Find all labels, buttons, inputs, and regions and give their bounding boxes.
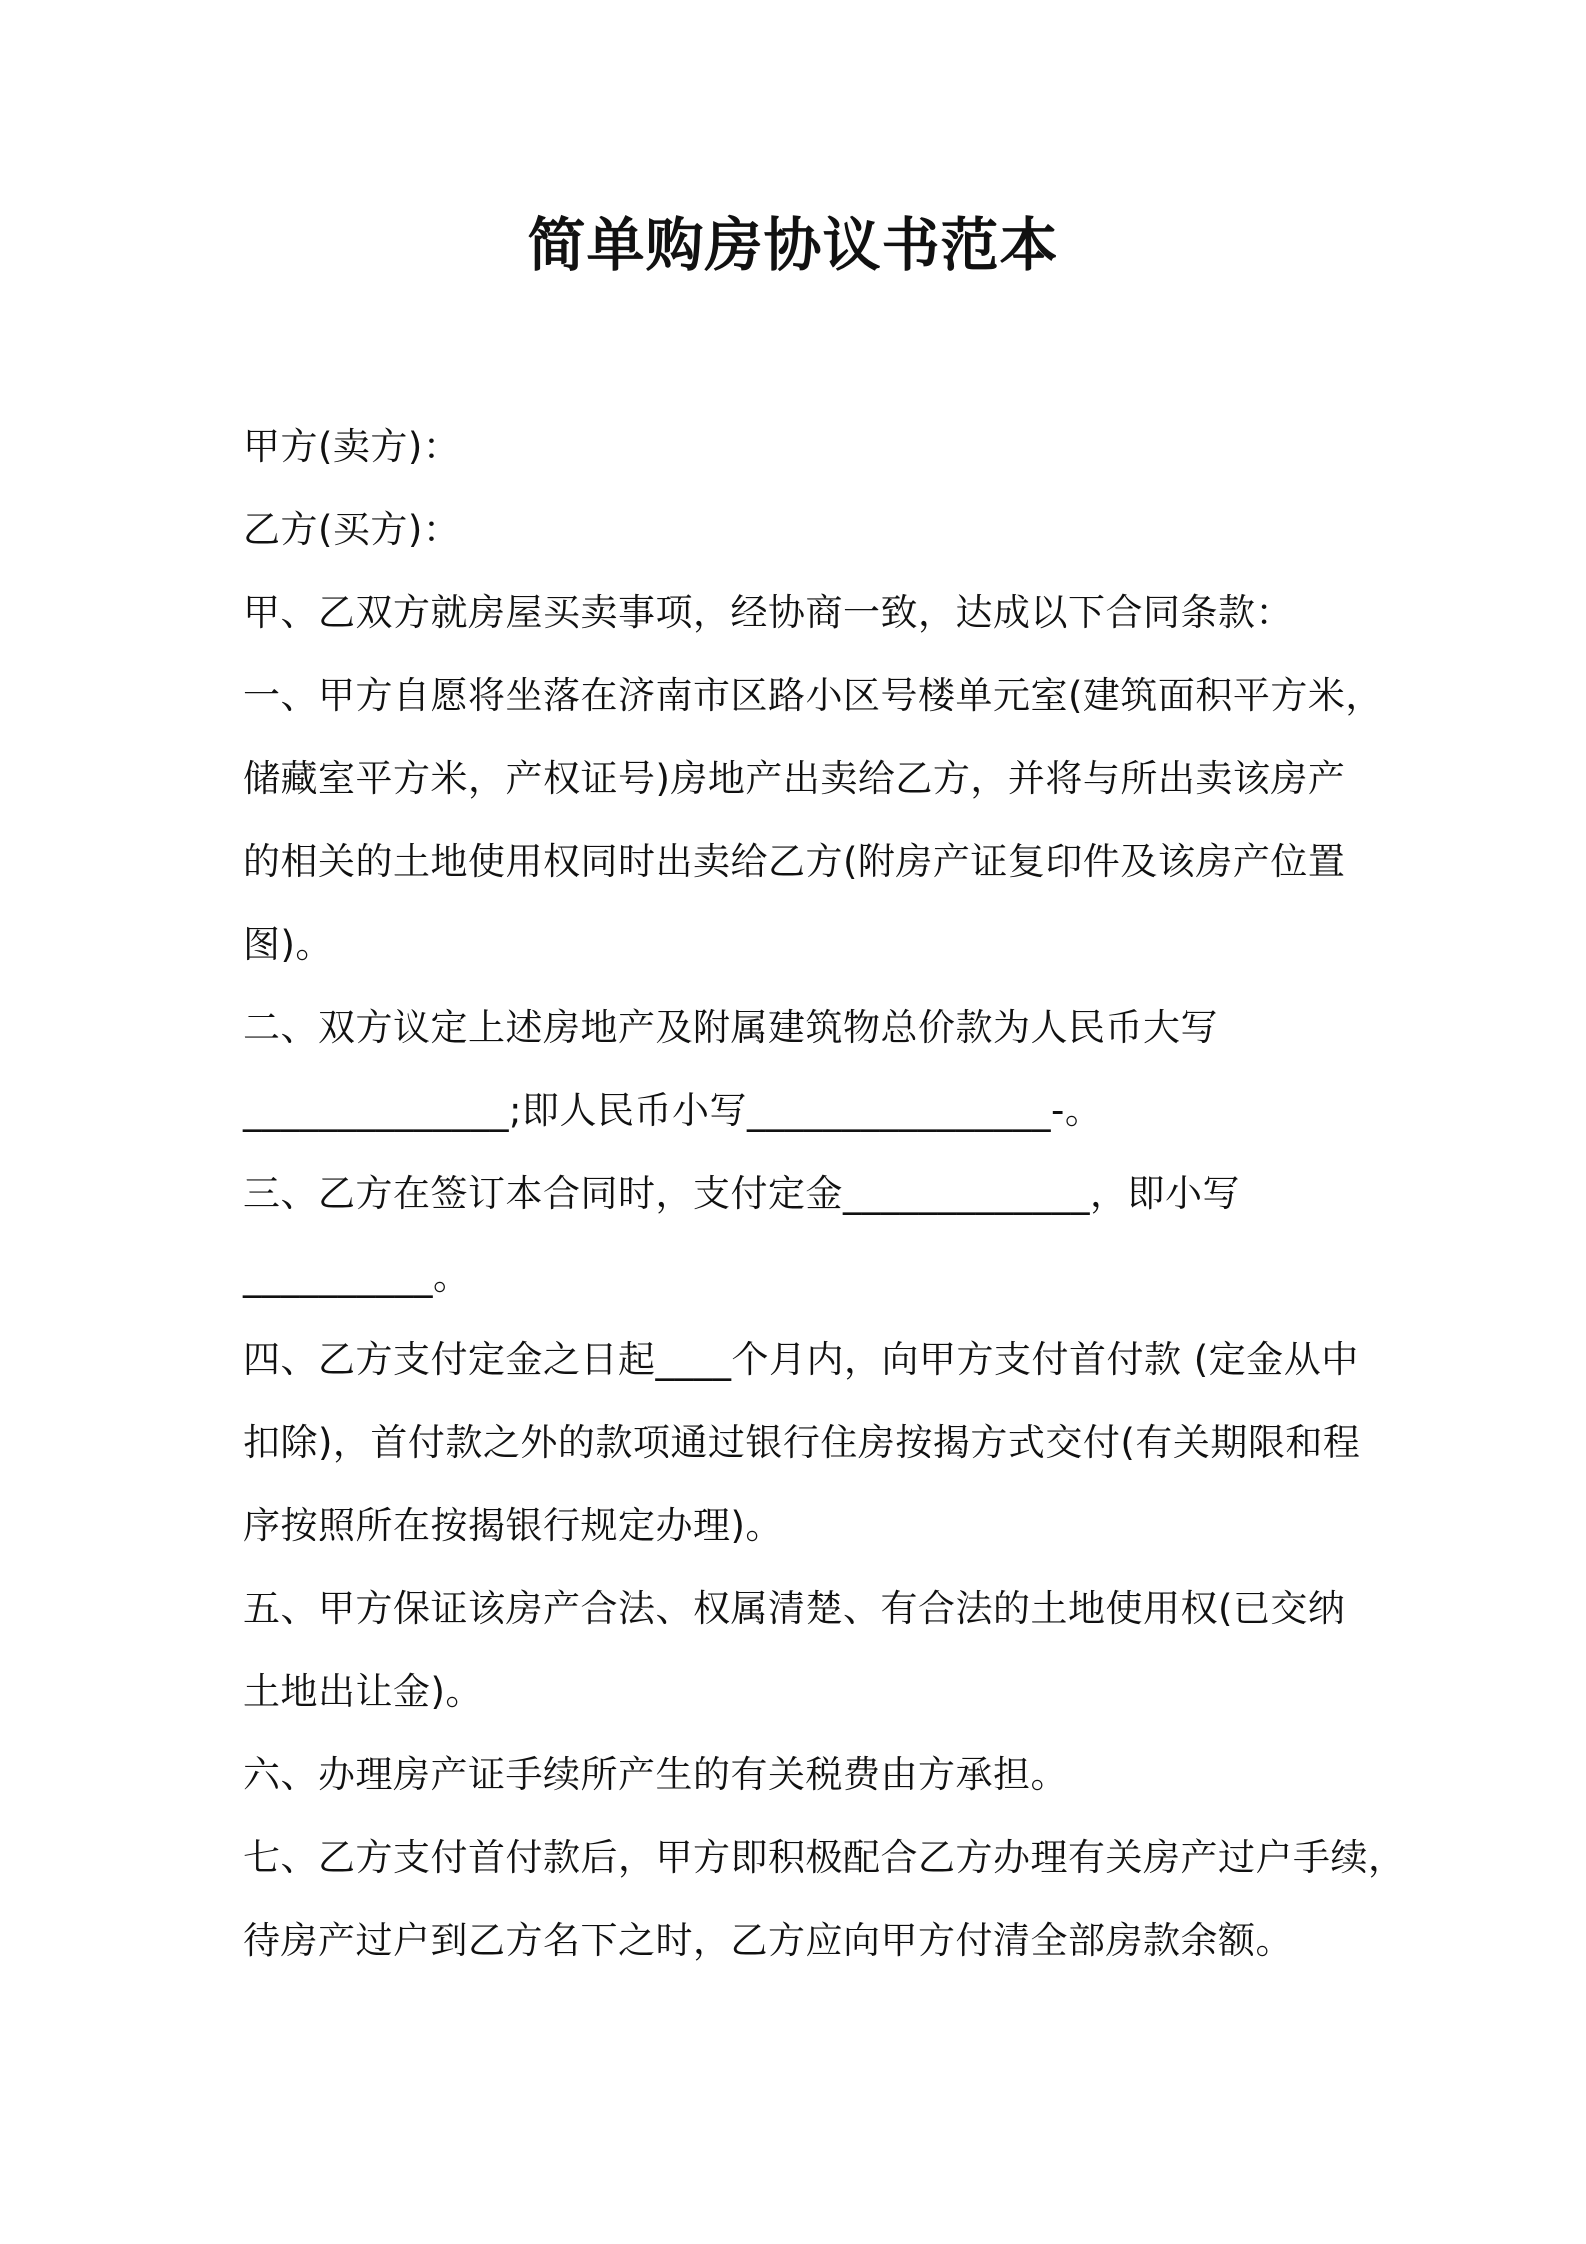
clause-4-line-1: 四、乙方支付定金之日起____个月内，向甲方支付首付款 (定金从中 (243, 1338, 1359, 1381)
intro-line: 甲、乙双方就房屋买卖事项，经协商一致，达成以下合同条款： (243, 591, 1293, 634)
seller-party-line: 甲方(卖方)： (243, 425, 461, 468)
clause-5-line-1: 五、甲方保证该房产合法、权属清楚、有合法的土地使用权(已交纳 (243, 1587, 1346, 1630)
clause-4-line-2: 扣除)，首付款之外的款项通过银行住房按揭方式交付(有关期限和程 (243, 1421, 1361, 1464)
clause-2-line-1: 二、双方议定上述房地产及附属建筑物总价款为人民币大写 (243, 1006, 1218, 1049)
clause-3-line-1: 三、乙方在签订本合同时，支付定金_____________，即小写 (243, 1172, 1240, 1215)
clause-3-line-2: __________。 (243, 1255, 471, 1298)
clause-1-line-3: 的相关的土地使用权同时出卖给乙方(附房产证复印件及该房产位置 (243, 840, 1346, 883)
clause-1-line-4: 图)。 (243, 923, 333, 966)
clause-1-line-2: 储藏室平方米，产权证号)房地产出卖给乙方，并将与所出卖该房产 (243, 757, 1346, 800)
clause-1-line-1: 一、甲方自愿将坐落在济南市区路小区号楼单元室(建筑面积平方米， (243, 674, 1383, 717)
document-title: 简单购房协议书范本 (527, 211, 1059, 279)
clause-2-line-2: ______________;即人民币小写________________-。 (243, 1089, 1103, 1132)
document-body (243, 405, 1406, 1982)
clause-5-line-2: 土地出让金)。 (243, 1670, 483, 1713)
buyer-party-line: 乙方(买方)： (243, 508, 461, 551)
clause-4-line-3: 序按照所在按揭银行规定办理)。 (243, 1504, 783, 1547)
clause-7-line-2: 待房产过户到乙方名下之时，乙方应向甲方付清全部房款余额。 (243, 1919, 1293, 1962)
clause-6-line-1: 六、办理房产证手续所产生的有关税费由方承担。 (243, 1753, 1068, 1796)
clause-7-line-1: 七、乙方支付首付款后，甲方即积极配合乙方办理有关房产过户手续， (243, 1836, 1406, 1879)
